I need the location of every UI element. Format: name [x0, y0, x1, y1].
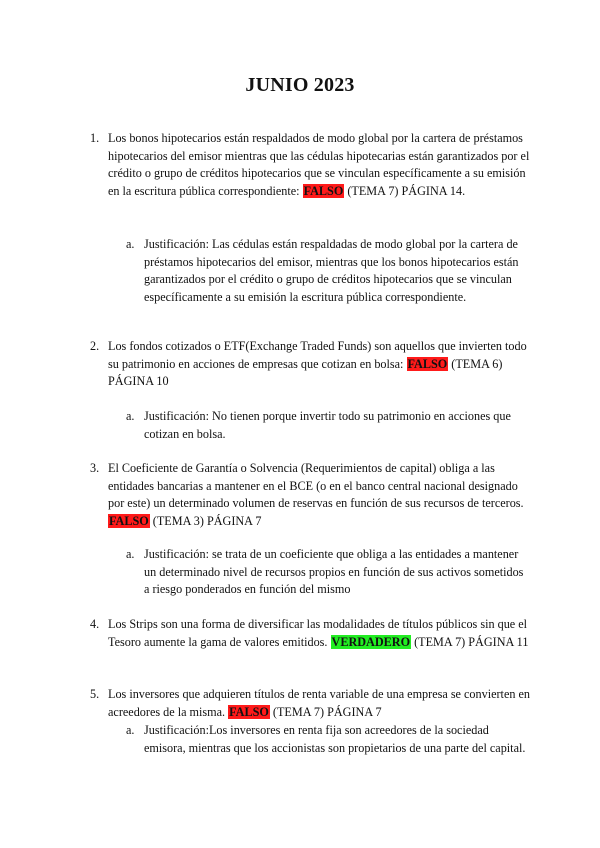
justification-text: Justificación: Las cédulas están respaldadas de modo global por la cartera de préstamos hipotecarios del emisor, mientras que los bonos hipotecarios están garantizados por el crédito o grupo de créditos hipotecarios que se vinculan específicamente a su emisión la escritura pública correspondiente. [144, 237, 519, 304]
question-text: Los inversores que adquieren títulos de renta variable de una empresa se convierten en acreedores de la misma. FALSO (TEMA 7) PÁGINA 7 [108, 687, 530, 719]
page-title: JUNIO 2023 [245, 74, 355, 96]
justification-letter: a. [126, 237, 135, 251]
justification-text: Justificación: No tienen porque invertir todo su patrimonio en acciones que cotizan en bolsa. [144, 409, 511, 441]
answer-badge: VERDADERO [331, 634, 411, 649]
answer-badge: FALSO [407, 356, 448, 371]
question-3 [90, 460, 530, 530]
answer-badge: FALSO [109, 513, 149, 528]
question-text: El Coeficiente de Garantía o Solvencia (Requerimientos de capital) obliga a las entidades bancarias a mantener en el BCE (o en el banco central nacional designado por este) un determinado volumen de reservas en función de sus recursos de terceros. FALSO (TEMA 3) PÁGINA 7 [108, 461, 524, 528]
justification-letter: a. [126, 723, 135, 737]
question-text: Los fondos cotizados o ETF(Exchange Traded Funds) son aquellos que invierten todo su patrimonio en acciones de empresas que cotizan en bolsa: FALSO (TEMA 6) PÁGINA 10 [108, 339, 527, 389]
question-5 [90, 686, 530, 721]
reference: (TEMA 3) PÁGINA 7 [149, 513, 262, 528]
justification-2 [126, 408, 530, 443]
question-number: 2. [90, 339, 100, 353]
reference: (TEMA 7) PÁGINA 11 [411, 634, 529, 649]
justification-3 [126, 546, 530, 599]
justification-text: Justificación: se trata de un coeficiente que obliga a las entidades a mantener un determinado nivel de recursos propios en función de sus activos sometidos a riesgo ponderados en función del mismo [144, 547, 524, 597]
question-number: 4. [90, 617, 100, 631]
question-1 [90, 130, 530, 200]
question-2 [90, 338, 530, 391]
justification-letter: a. [126, 547, 135, 561]
reference: (TEMA 7) PÁGINA 7 [269, 704, 382, 719]
reference: (TEMA 7) PÁGINA 14. [344, 183, 466, 198]
question-number: 3. [90, 461, 100, 475]
question-text: Los Strips son una forma de diversificar las modalidades de títulos públicos sin que el Tesoro aumente la gama de valores emitidos. VERDADERO (TEMA 7) PÁGINA 11 [108, 617, 529, 649]
justification-1 [126, 236, 530, 306]
question-number: 5. [90, 687, 100, 701]
question-4 [90, 616, 530, 651]
question-text: Los bonos hipotecarios están respaldados de modo global por la cartera de préstamos hipotecarios del emisor mientras que las cédulas hipotecarias están garantizados por el crédito o grupo de créditos hipotecarios que se vinculan específicamente a su emisión en la escritura pública correspondiente: FALSO (TEMA 7) PÁGINA 14. [108, 131, 530, 198]
justification-5 [126, 722, 530, 757]
justification-text: Justificación:Los inversores en renta fija son acreedores de la sociedad emisora, mientras que los accionistas son propietarios de una parte del capital. [144, 723, 526, 755]
justification-letter: a. [126, 409, 135, 423]
answer-badge: FALSO [303, 183, 344, 198]
answer-badge: FALSO [229, 704, 269, 719]
reference: (TEMA 6) PÁGINA 10 [108, 356, 503, 389]
question-number: 1. [90, 131, 100, 145]
